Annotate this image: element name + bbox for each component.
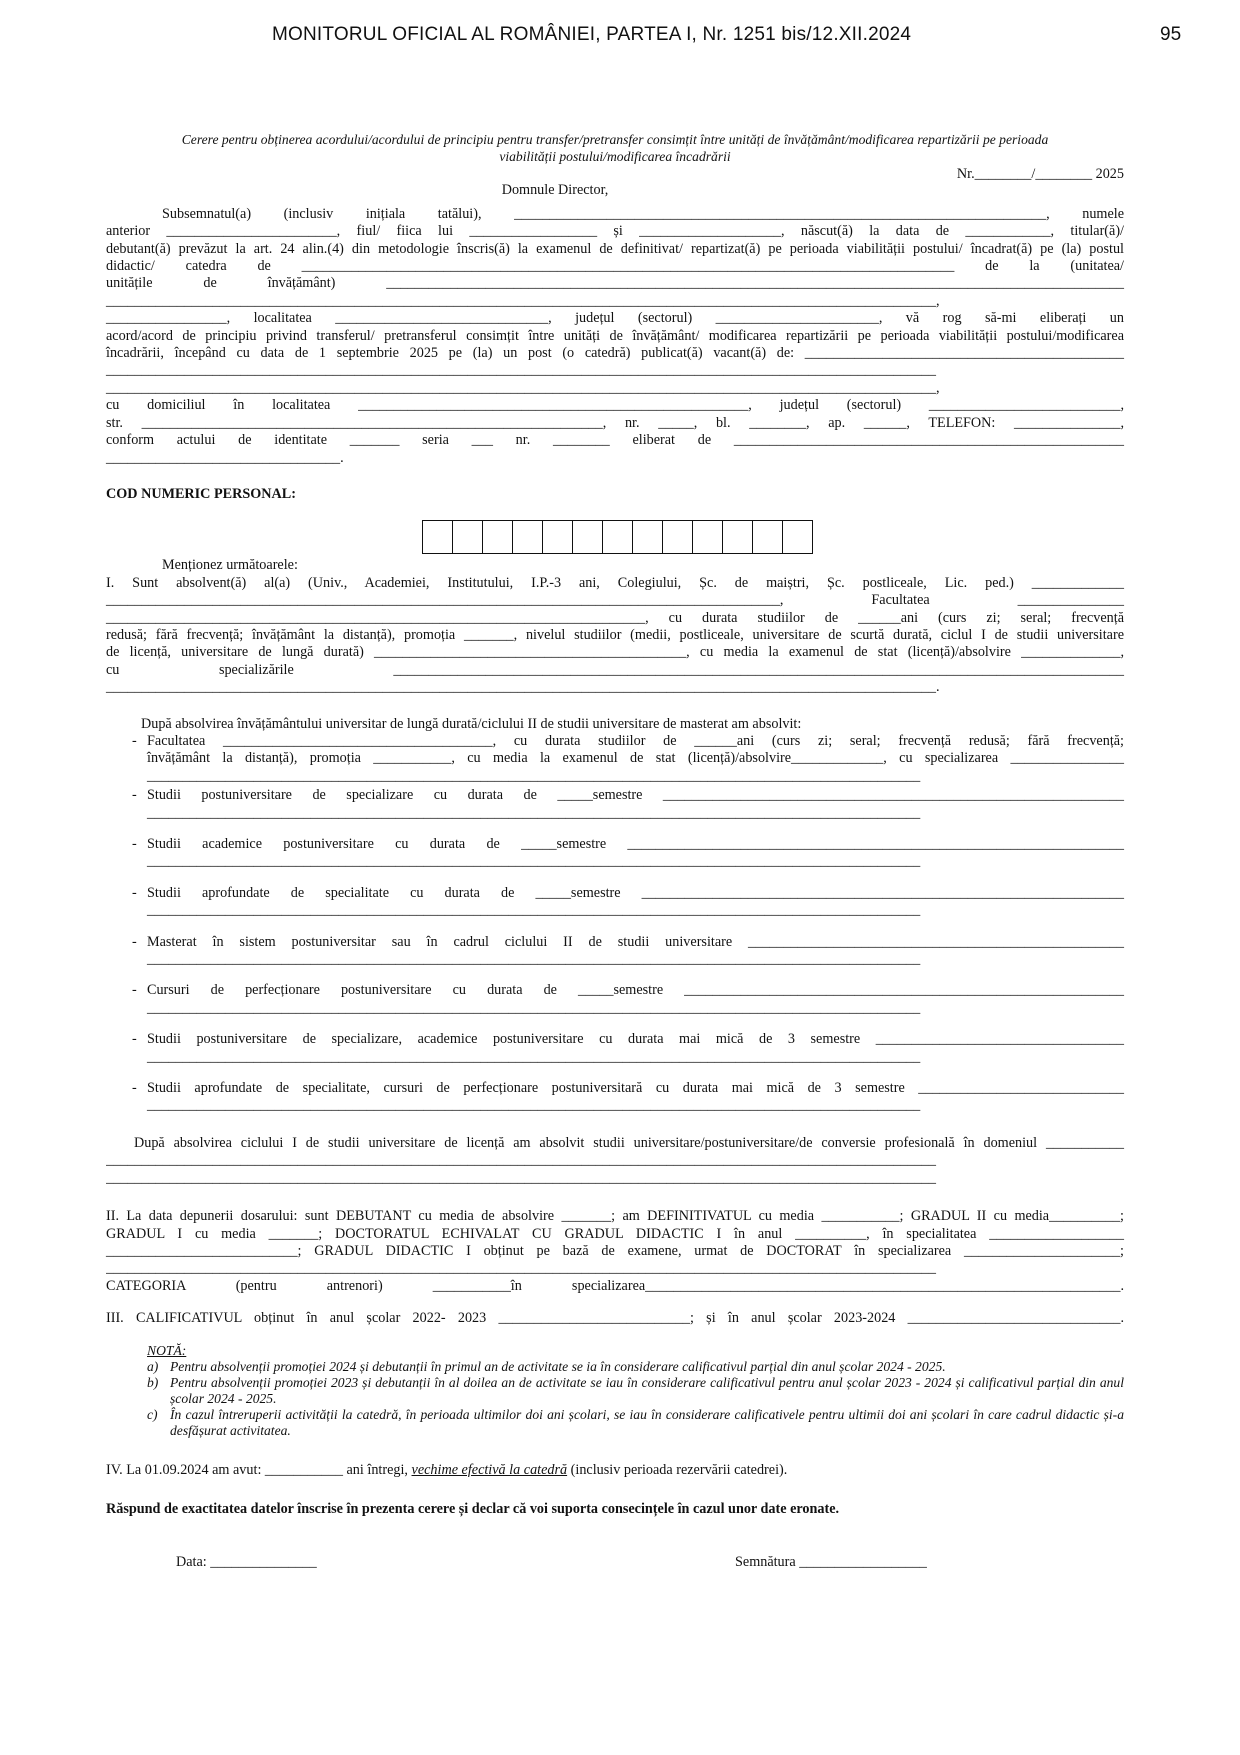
- form-line[interactable]: str. _________________________________________________________________, nr. _____, bl. ________, ap. ______, TELEFON: _______________,: [106, 414, 1124, 431]
- form-line[interactable]: învățământ la distanță), promoția ___________, cu media la examenul de stat (licență)/absolvire_____________, cu specializarea ________________: [147, 750, 1124, 767]
- form-line[interactable]: _____________________________________________________________________________________________________________: [147, 951, 921, 968]
- form-line[interactable]: GRADUL I cu media _______; DOCTORATUL ECHIVALAT CU GRADUL DIDACTIC I în anul __________, în specialitatea ___________________: [106, 1225, 1124, 1242]
- bullet-short-advanced[interactable]: [106, 1080, 1124, 1115]
- note-item-text: În cazul întreruperii activității la catedră, în perioada ultimilor doi ani școlari, se iau în considerare calificativele pentru ultimii doi ani școlari în care cadrul didactic și-a desfășurat activitatea.: [170, 1406, 1124, 1438]
- form-line[interactable]: _______________________________________________________________________________________________, Facultatea _______________: [106, 592, 1124, 609]
- cnp-label: COD NUMERIC PERSONAL:: [106, 485, 296, 502]
- salutation: Domnule Director,: [501, 182, 609, 199]
- after-long-studies: După absolvirea învățământului universitar de lungă durată/ciclului II de studii universitare de masterat am absolvit:: [141, 715, 802, 732]
- form-line[interactable]: - Studii postuniversitare de specializare, academice postuniversitare cu durata mai mică de 3 semestre ___________________________________: [147, 1031, 1124, 1048]
- section-1[interactable]: [106, 575, 1124, 697]
- form-line[interactable]: - Studii aprofundate de specialitate, cursuri de perfecționare postuniversitară cu durata mai mică de 3 semestre _____________________________: [147, 1080, 1124, 1097]
- form-line[interactable]: _____________________________________________________________________________________________________________________: [106, 1169, 936, 1186]
- form-line[interactable]: de licență, universitare de lungă durată) ____________________________________________, cu media la examenul de stat (licență)/absolvire ______________,: [106, 644, 1124, 661]
- section-4[interactable]: [106, 1462, 1124, 1479]
- form-line[interactable]: didactic/ catedra de ____________________________________________________________________________________________ de la (unitatea/: [106, 258, 1124, 275]
- form-line[interactable]: - Studii academice postuniversitare cu durata de _____semestre ______________________________________________________________________: [147, 836, 1124, 852]
- form-title-line: Cerere pentru obținerea acordului/acordului de principiu pentru transfer/pretransfer consimțit între unități de învățământ/modificarea repartizării pe perioada: [181, 132, 1049, 147]
- form-line[interactable]: redusă; fără frecvență; învățământ la distanță), promoția _______, nivelul studiilor (medii, postliceale, universitare de scurtă durată, ciclul I de studii universitare: [106, 626, 1124, 643]
- form-line[interactable]: Subsemnatul(a) (inclusiv inițiala tatălui), ___________________________________________________________________________, numele: [162, 205, 1124, 222]
- form-line[interactable]: _________________________________.: [106, 449, 344, 466]
- date-field[interactable]: Data: _______________: [176, 1554, 317, 1571]
- note-item-text: Pentru absolvenții promoției 2024 și debutanții în primul an de activitate se ia în considerare calificativul parțial din anul școlar 2024 - 2025.: [170, 1358, 946, 1374]
- section-2[interactable]: [106, 1208, 1124, 1278]
- form-line[interactable]: încadrării, începând cu data de 1 septembrie 2025 pe (la) un post (o catedră) publicat(ă) vacant(ă) de: _____________________________________________: [106, 345, 1124, 362]
- form-line[interactable]: cu domiciliul în localitatea _______________________________________________________, județul (sectorul) ___________________________,: [106, 397, 1124, 414]
- form-line[interactable]: _____________________________________________________________________________________________________________________.: [106, 679, 940, 696]
- declaration: Răspund de exactitatea datelor înscrise în prezenta cerere și declar că voi suporta consecințele în cazul unor date eronate.: [106, 1500, 840, 1517]
- bullet-improvement-courses[interactable]: [106, 982, 1124, 1017]
- intro-block[interactable]: [106, 206, 1124, 467]
- section-3[interactable]: III. CALIFICATIVUL obținut în anul școlar 2022- 2023 ___________________________; și în anul școlar 2023-2024 ______________________________.: [106, 1310, 1124, 1327]
- form-line[interactable]: - Facultatea ______________________________________, cu durata studiilor de ______ani (curs zi; seral; frecvență redusă; fără frecvență;: [147, 732, 1124, 749]
- form-line[interactable]: După absolvirea ciclului I de studii universitare de licență am absolvit studii universitare/postuniversitare/de conversie profesională în domeniul ___________: [134, 1134, 1124, 1151]
- form-line[interactable]: _____________________________________________________________________________________________________________________,: [106, 379, 940, 396]
- note-item-text: Pentru absolvenții promoției 2023 și debutanții în al doilea an de activitate se iau în considerare calificativul pentru anul școlar 2023 - 2024 și calificativul parțial din anul școlar 2024 - 2025.: [170, 1374, 1124, 1406]
- mentions-intro: Menționez următoarele:: [162, 557, 298, 574]
- form-line[interactable]: - Masterat în sistem postuniversitar sau în cadrul ciclului II de studii universitare _____________________________________________________: [147, 933, 1124, 950]
- form-title-line: viabilității postului/modificarea încadrării: [499, 149, 731, 164]
- section-4-emphasis: vechime efectivă la catedră: [411, 1461, 568, 1478]
- note-item: [142, 1407, 1124, 1439]
- section-4-suffix: (inclusiv perioada rezervării catedrei).: [567, 1461, 788, 1478]
- note-block: [106, 1343, 1124, 1439]
- form-line[interactable]: acord/acord de principiu privind transferul/ pretransferul consimțit între unități de învățământ/ modificarea repartizării pe perioada viabilității postului/modificarea: [106, 327, 1124, 344]
- form-line[interactable]: II. La data depunerii dosarului: sunt DEBUTANT cu media de absolvire _______; am DEFINITIVATUL cu media ___________; GRADUL II cu media__________;: [106, 1208, 1124, 1225]
- bullet-masters[interactable]: [106, 934, 1124, 969]
- note-item: [142, 1359, 1124, 1375]
- publication-title: MONITORUL OFICIAL AL ROMÂNIEI, PARTEA I, Nr. 1251 bis/12.XII.2024: [272, 24, 912, 45]
- form-line[interactable]: - Studii aprofundate de specialitate cu durata de _____semestre ____________________________________________________________________: [147, 884, 1124, 901]
- form-line[interactable]: _____________________________________________________________________________________________________________________: [106, 1152, 936, 1169]
- signature-row: [106, 1554, 1124, 1574]
- page-header: [0, 24, 1240, 52]
- form-line[interactable]: anterior ________________________, fiul/ fiica lui __________________ și ____________________, născut(ă) la data de ____________, titular(ă)/: [106, 223, 1124, 240]
- form-line[interactable]: _____________________________________________________________________________________________________________: [147, 804, 921, 821]
- form-line[interactable]: _____________________________________________________________________________________________________________________: [106, 362, 936, 379]
- form-line[interactable]: _____________________________________________________________________________________________________________: [147, 999, 921, 1016]
- form-line[interactable]: I. Sunt absolvent(ă) al(a) (Univ., Academiei, Institutului, I.P.-3 ani, Colegiului, Șc. de maiștri, Șc. postliceale, Lic. ped.) _____________: [106, 574, 1124, 591]
- form-line[interactable]: _____________________________________________________________________________________________________________: [147, 1097, 921, 1114]
- signature-field[interactable]: Semnătura __________________: [735, 1554, 927, 1571]
- faculty-block[interactable]: [106, 733, 1124, 785]
- form-line[interactable]: _________________, localitatea ______________________________, județul (sectorul) _______________________, vă rog să-mi eliberați un: [106, 310, 1124, 327]
- bullet-academic-postgrad[interactable]: [106, 836, 1124, 871]
- form-line[interactable]: _____________________________________________________________________________________________________________________: [106, 1260, 936, 1277]
- form-line[interactable]: _____________________________________________________________________________________________________________: [147, 853, 921, 870]
- note-item-label: b): [147, 1374, 159, 1390]
- form-title: [116, 131, 1114, 165]
- note-item-label: a): [147, 1358, 159, 1374]
- section-4-prefix[interactable]: IV. La 01.09.2024 am avut: ___________ ani întregi,: [106, 1461, 412, 1478]
- note-title: NOTĂ:: [147, 1342, 187, 1358]
- form-line[interactable]: _____________________________________________________________________________________________________________: [147, 1048, 921, 1065]
- form-line[interactable]: ___________________________; GRADUL DIDACTIC I obținut pe bază de examene, urmat de DOCTORAT în specializarea ______________________;: [106, 1242, 1124, 1259]
- form-line[interactable]: - Studii postuniversitare de specializare cu durata de _____semestre _________________________________________________________________: [147, 787, 1124, 804]
- bullet-short-postgrad[interactable]: [106, 1031, 1124, 1066]
- form-line[interactable]: unitățile de învățământ) ________________________________________________________________________________________________________: [106, 275, 1124, 292]
- form-line[interactable]: _____________________________________________________________________________________________________________: [147, 902, 921, 919]
- form-line[interactable]: _____________________________________________________________________________________________________________________,: [106, 292, 940, 309]
- form-line[interactable]: ____________________________________________________________________________, cu durata studiilor de ______ani (curs zi; seral; frecvență: [106, 609, 1124, 626]
- form-line[interactable]: - Cursuri de perfecționare postuniversitare cu durata de _____semestre ______________________________________________________________: [147, 982, 1124, 999]
- category-line[interactable]: CATEGORIA (pentru antrenori) ___________în specializarea___________________________________________________________________.: [106, 1277, 1124, 1294]
- note-item-label: c): [147, 1406, 158, 1422]
- page-number: 95: [1160, 24, 1182, 45]
- after-license-block[interactable]: [106, 1135, 1124, 1187]
- bullet-postgrad-specialization[interactable]: [106, 787, 1124, 822]
- bullet-advanced-studies[interactable]: [106, 885, 1124, 920]
- form-line[interactable]: debutant(ă) prevăzut la art. 24 alin.(4) din metodologie înscris(ă) la examenul de definitivat/ repartizat(ă) pe perioada viabilității postului/ încadrat(ă) pe (la) postul: [106, 240, 1124, 257]
- form-line[interactable]: conform actului de identitate _______ seria ___ nr. ________ eliberat de _______________________________________________________: [106, 432, 1124, 449]
- note-item: [142, 1375, 1124, 1407]
- form-line[interactable]: cu specializările _______________________________________________________________________________________________________: [106, 661, 1124, 678]
- registration-number[interactable]: Nr.________/________ 2025: [956, 166, 1124, 182]
- form-line[interactable]: _____________________________________________________________________________________________________________: [147, 767, 921, 784]
- application-form: [106, 131, 1124, 1574]
